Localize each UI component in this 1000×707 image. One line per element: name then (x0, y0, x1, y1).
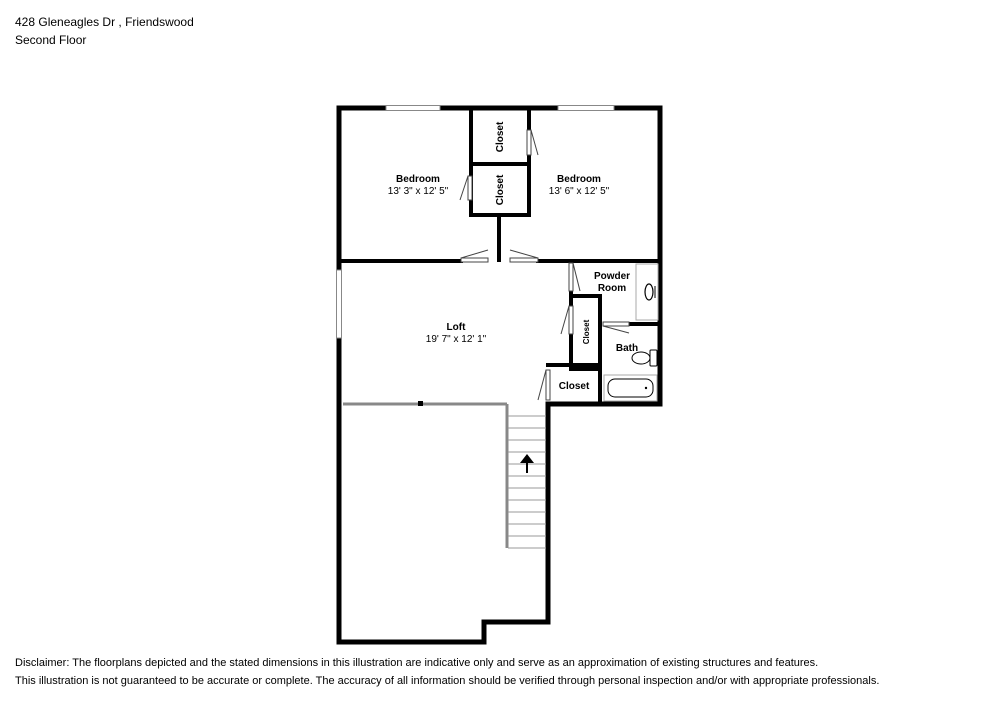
room-dims-loft: 19' 7" x 12' 1" (425, 334, 487, 345)
room-dims-bedroom-left: 13' 3" x 12' 5" (387, 186, 449, 197)
door-closet-top (527, 130, 531, 155)
room-name-closet-small: Closet (582, 319, 591, 345)
floor-name: Second Floor (15, 33, 87, 47)
room-dims-bedroom-right: 13' 6" x 12' 5" (548, 186, 610, 197)
door-bedroom-left (461, 258, 488, 262)
door-closet-mid (468, 176, 472, 200)
sink-icon (636, 264, 658, 320)
bathtub-icon (604, 375, 657, 401)
room-name-bath: Bath (615, 343, 639, 354)
window-bedroom-right (558, 106, 614, 111)
door-closet-bottom (546, 370, 550, 400)
interior-walls (339, 110, 659, 404)
door-powder-room (569, 263, 573, 291)
room-name-powder-line1: Powder (593, 271, 631, 282)
door-bedroom-right (510, 258, 538, 262)
disclaimer-line-1: Disclaimer: The floorplans depicted and the stated dimensions in this illustration are indicative only and serve as an approximation of existing structures and features. (15, 657, 819, 669)
window-bedroom-left (386, 106, 440, 111)
room-name-loft: Loft (446, 322, 466, 333)
room-name-closet-top: Closet (495, 121, 506, 153)
room-name-closet-mid: Closet (495, 174, 506, 206)
stairs (508, 416, 546, 548)
door-bath (603, 322, 629, 326)
stair-railing (343, 401, 507, 548)
address-line: 428 Gleneagles Dr , Friendswood (15, 15, 194, 29)
room-name-bedroom-left: Bedroom (396, 174, 440, 185)
doors (460, 130, 629, 400)
room-name-bedroom-right: Bedroom (557, 174, 601, 185)
room-name-closet-bottom: Closet (558, 381, 590, 392)
door-closet-small (569, 306, 573, 334)
disclaimer-line-2: This illustration is not guaranteed to be accurate or complete. The accuracy of all information should be verified through personal inspection and/or with appropriate professionals. (15, 675, 880, 687)
room-name-powder-line2: Room (597, 283, 627, 294)
window-loft (337, 270, 342, 338)
